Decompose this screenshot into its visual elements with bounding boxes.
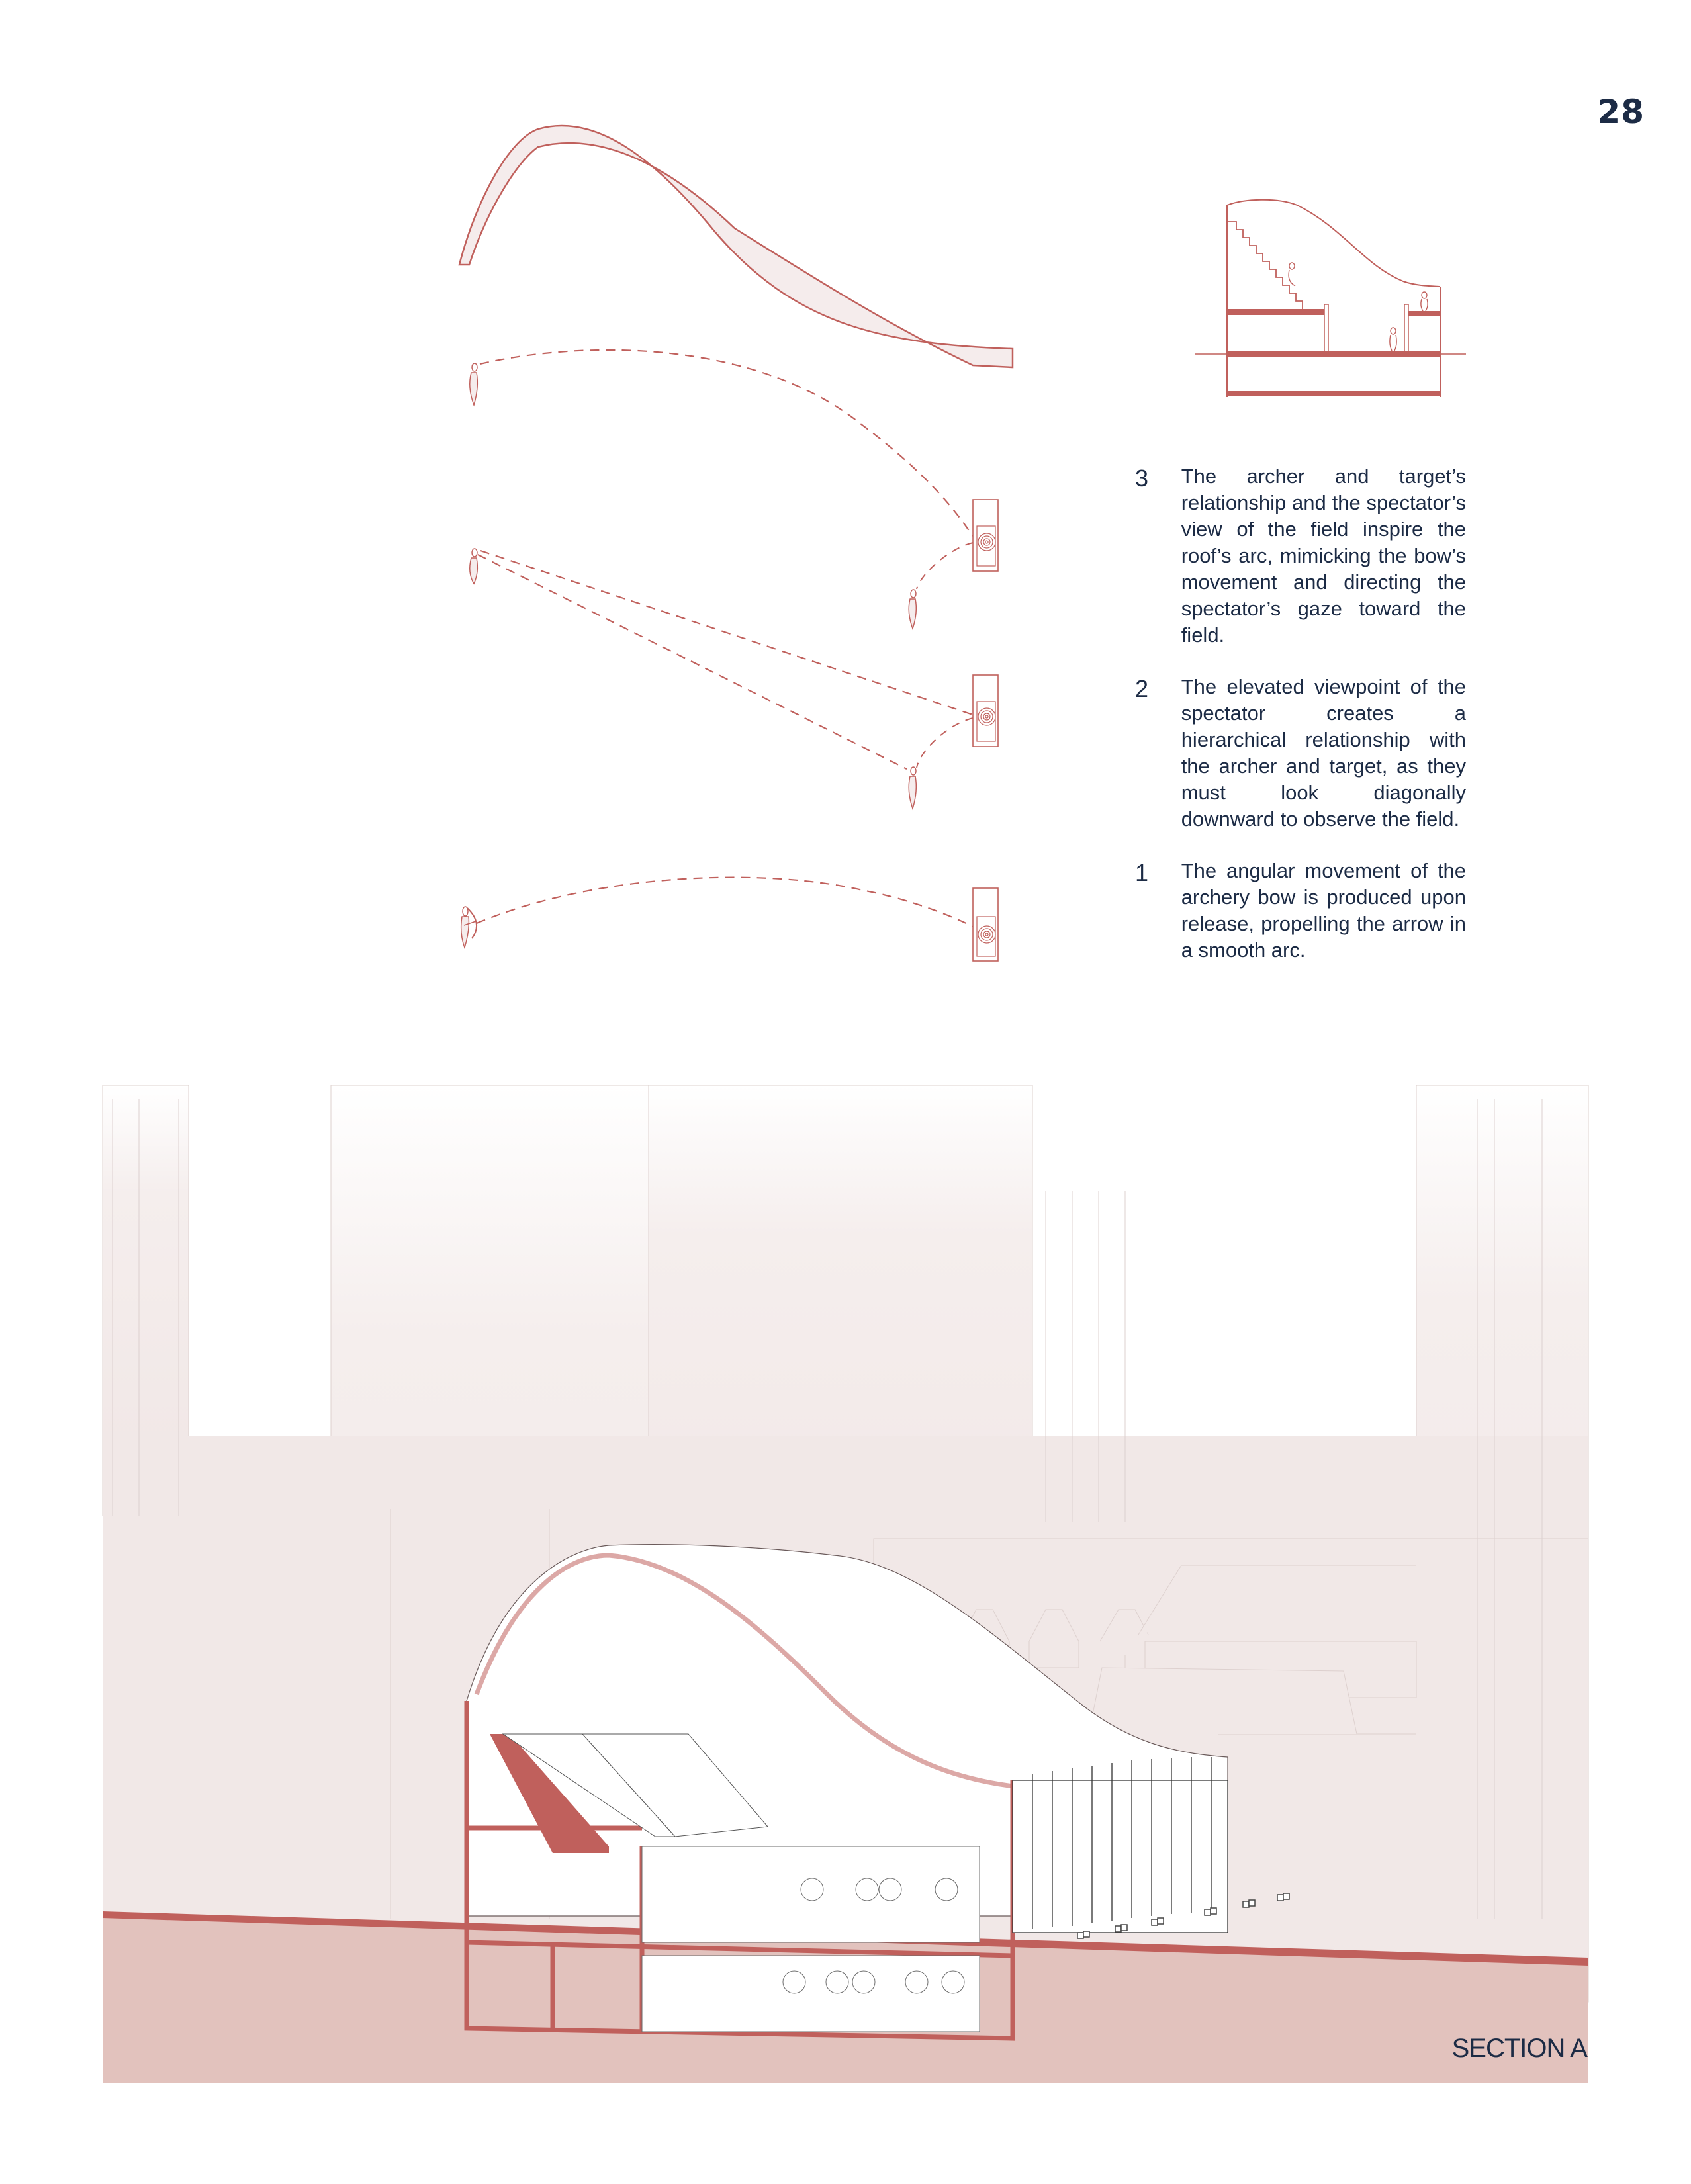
note-number: 1 [1135, 859, 1149, 886]
target-icon [973, 500, 998, 571]
seated-figure-icon [1289, 263, 1295, 286]
archer-figure-icon [909, 590, 916, 629]
note-text: The angular movement of the archery bow is produced upon release, propelling the arrow in a smooth arc. [1181, 859, 1466, 962]
archer-arrow-arc [461, 878, 998, 961]
target-icon [973, 675, 998, 747]
section-a-drawing [103, 1085, 1588, 2083]
standing-figure-icon [1421, 292, 1428, 311]
spectator-archer-target-arc [470, 350, 998, 629]
note-text: The elevated viewpoint of the spectator creates a hierarchical relationship with the archer and target, as they must look diagonally downward to observe the field. [1181, 675, 1466, 831]
section-label: SECTION A [1451, 2034, 1587, 2063]
spectator-figure-icon [470, 549, 478, 584]
target-icon [973, 888, 998, 961]
standing-figure-icon [1390, 328, 1396, 351]
note-number: 3 [1135, 465, 1149, 492]
note-item [1135, 674, 1466, 833]
note-text: The archer and target’s relationship and the spectator’s view of the field inspire the roof’s arc, mimicking the bow’s movement and directing the spectator’s gaze toward the field. [1181, 465, 1466, 647]
archer-with-bow-icon [461, 907, 477, 948]
archer-figure-icon [909, 767, 916, 809]
notes-list [1135, 463, 1466, 989]
note-item [1135, 463, 1466, 649]
note-item [1135, 858, 1466, 964]
roof-arc-diagram [459, 126, 1013, 367]
note-number: 2 [1135, 675, 1149, 702]
concept-section-sketch [1195, 200, 1466, 397]
page-number: 28 [1597, 93, 1645, 131]
spectator-figure-icon [470, 363, 478, 405]
spectator-elevated-view [470, 549, 998, 809]
